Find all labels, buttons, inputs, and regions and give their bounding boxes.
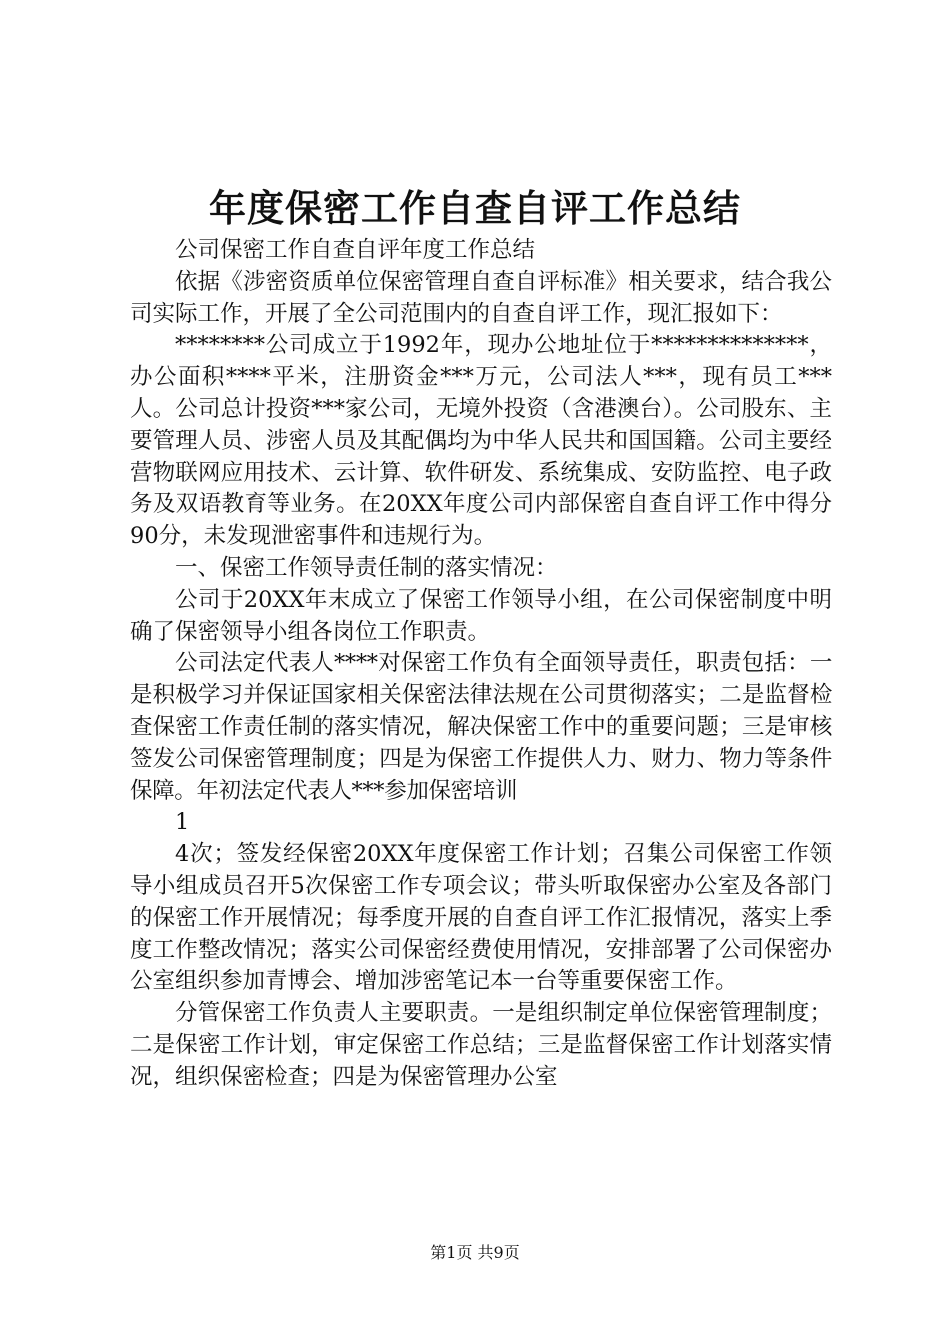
paragraph-leadership-group: 公司于20XX年末成立了保密工作领导小组，在公司保密制度中明确了保密领导小组各岗位工作职责。	[130, 586, 832, 645]
document-title: 年度保密工作自查自评工作总结	[209, 186, 741, 230]
paragraph-intro: 依据《涉密资质单位保密管理自查自评标准》相关要求，结合我公司实际工作，开展了全公司范围内的自查自评工作，现汇报如下：	[130, 268, 832, 327]
paragraph-legal-representative: 公司法定代表人****对保密工作负有全面领导责任，职责包括：一是积极学习并保证国家相关保密法律法规在公司贯彻落实；二是监督检查保密工作责任制的落实情况，解决保密工作中的重要问题；三是审核签发公司保密管理制度；四是为保密工作提供人力、财力、物力等条件保障。年初法定代表人***参加保密培训	[130, 650, 832, 804]
paragraph-company-overview: ********公司成立于1992年，现办公地址位于**************，办公面积****平米，注册资金***万元，公司法人***，现有员工***人。公司总计投资***家公司，无境外投资（含港澳台）。公司股东、主要管理人员、涉密人员及其配偶均为中华人民共和国国籍。公司主要经营物联网应用技术、云计算、软件研发、系统集成、安防监控、电子政务及双语教育等业务。在20XX年度公司内部保密自查自评工作中得分90分，未发现泄密事件和违规行为。	[130, 332, 832, 550]
paragraph-fragment-number: 1	[175, 809, 190, 836]
paragraph-subtitle: 公司保密工作自查自评年度工作总结	[175, 237, 536, 263]
page-footer: 第1页 共9页	[430, 1243, 520, 1262]
section-heading-1: 一、保密工作领导责任制的落实情况：	[175, 554, 558, 581]
document-body	[130, 235, 832, 1094]
paragraph-responsible-person: 分管保密工作负责人主要职责。一是组织制定单位保密管理制度；二是保密工作计划，审定保密工作总结；三是监督保密工作计划落实情况，组织保密检查；四是为保密管理办公室	[130, 1000, 832, 1090]
paragraph-work-summary: 4次；签发经保密20XX年度保密工作计划；召集公司保密工作领导小组成员召开5次保密工作专项会议；带头听取保密办公室及各部门的保密工作开展情况；每季度开展的自查自评工作汇报情况，落实上季度工作整改情况；落实公司保密经费使用情况，安排部署了公司保密办公室组织参加青博会、增加涉密笔记本一台等重要保密工作。	[130, 841, 832, 995]
